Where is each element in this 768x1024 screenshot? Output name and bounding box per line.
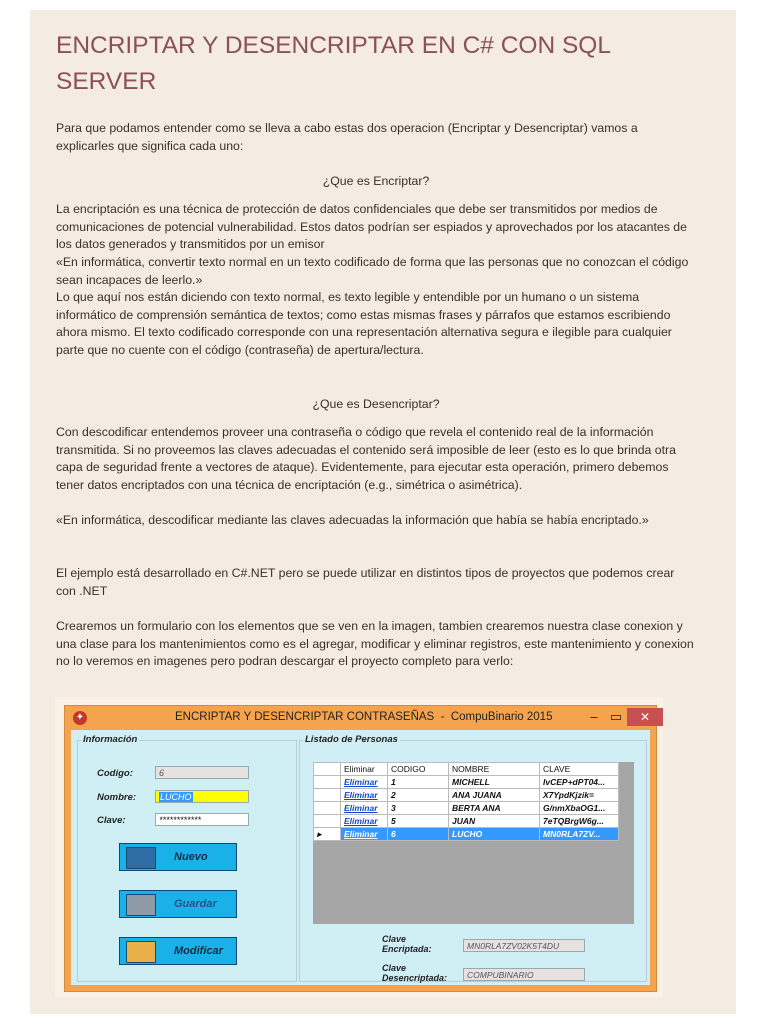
personas-grid[interactable] bbox=[313, 762, 634, 924]
nuevo-button[interactable] bbox=[119, 843, 237, 871]
nombre-cell: ANA JUANA bbox=[449, 789, 540, 802]
clave-encriptada-field[interactable]: MN0RLA7ZV02K5T4DU bbox=[463, 939, 585, 952]
codigo-cell: 3 bbox=[388, 802, 449, 815]
app-client-area bbox=[71, 730, 650, 985]
nuevo-button-label: Nuevo bbox=[174, 851, 208, 863]
list-group-label: Listado de Personas bbox=[305, 734, 398, 745]
table-row[interactable] bbox=[314, 776, 619, 789]
clave-cell: X7YpdKjzik= bbox=[540, 789, 619, 802]
encriptar-paragraph-3: Lo que aquí nos están diciendo con texto normal, es texto legible y entendible por un humano o un sistema informático de comprensión semántica de textos; como estas mismas frases y párrafos que estamos escribiendo ahora mismo. El texto codificado corresponde con una representación alternativa segura e ilegible para cualquier parte que no cuente con el código (contraseña) de apertura/lectura. bbox=[56, 290, 672, 357]
guardar-button-label: Guardar bbox=[174, 898, 217, 910]
clave-field[interactable]: ************ bbox=[155, 813, 249, 826]
clave-cell: G/nmXbaOG1... bbox=[540, 802, 619, 815]
eliminar-cell bbox=[341, 828, 388, 841]
eliminar-link[interactable]: Eliminar bbox=[344, 816, 378, 826]
row-header-cell bbox=[314, 815, 341, 828]
clave-encriptada-label bbox=[382, 934, 432, 954]
eliminar-link[interactable]: Eliminar bbox=[344, 777, 378, 787]
maximize-button[interactable]: ▭ bbox=[609, 709, 623, 724]
column-header-codigo[interactable]: CODIGO bbox=[388, 763, 449, 776]
personas-table bbox=[313, 762, 619, 841]
codigo-cell: 5 bbox=[388, 815, 449, 828]
table-row[interactable] bbox=[314, 815, 619, 828]
clave-desencriptada-label-line1: Clave bbox=[382, 963, 407, 973]
eliminar-cell bbox=[341, 815, 388, 828]
formulario-paragraph: Crearemos un formulario con los elementos que se ven en la imagen, tambien crearemos nuestra clase conexion y una clase para los mantenimientos como es el agregar, modificar y eliminar registros, este mantenimiento y conexion no lo veremos en imagenes pero podran descargar el proyecto completo para verlo: bbox=[56, 619, 694, 669]
nombre-field[interactable] bbox=[155, 790, 249, 803]
clave-encriptada-label-line2: Encriptada: bbox=[382, 944, 432, 954]
eliminar-cell bbox=[341, 776, 388, 789]
eliminar-cell bbox=[341, 802, 388, 815]
codigo-cell: 6 bbox=[388, 828, 449, 841]
intro-paragraph: Para que podamos entender como se lleva a cabo estas dos operacion (Encriptar y Desencriptar) vamos a explicarles que significa cada uno: bbox=[56, 121, 638, 153]
encriptar-paragraph-1: La encriptación es una técnica de protección de datos confidenciales que debe ser transmitidos por medios de comunicaciones de potencial vulnerabilidad. Estos datos podrían ser espiados y aprovechados por los atacantes de los datos generados y transmitidos por un emisor bbox=[56, 202, 687, 252]
codigo-cell: 1 bbox=[388, 776, 449, 789]
eliminar-cell bbox=[341, 789, 388, 802]
eliminar-link[interactable]: Eliminar bbox=[344, 803, 378, 813]
column-header-nombre[interactable]: NOMBRE bbox=[449, 763, 540, 776]
table-row[interactable] bbox=[314, 789, 619, 802]
nombre-cell: MICHELL bbox=[449, 776, 540, 789]
user-edit-icon bbox=[126, 941, 156, 963]
nombre-cell: LUCHO bbox=[449, 828, 540, 841]
app-window-title: ENCRIPTAR Y DESENCRIPTAR CONTRASEÑAS - CompuBinario 2015 bbox=[175, 711, 553, 723]
table-row[interactable] bbox=[314, 802, 619, 815]
user-save-icon bbox=[126, 894, 156, 916]
app-titlebar bbox=[65, 706, 656, 730]
clave-cell: 7eTQBrgW6g... bbox=[540, 815, 619, 828]
codigo-cell: 2 bbox=[388, 789, 449, 802]
guardar-button[interactable] bbox=[119, 890, 237, 918]
user-icon bbox=[126, 847, 156, 869]
encriptar-paragraph-2: «En informática, convertir texto normal en un texto codificado de forma que las personas que no conozcan el código sean incapaces de leerlo.» bbox=[56, 255, 689, 287]
row-header-cell bbox=[314, 789, 341, 802]
clave-cell: MN0RLA7ZV... bbox=[540, 828, 619, 841]
grid-header-row bbox=[314, 763, 619, 776]
clave-desencriptada-label bbox=[382, 963, 447, 983]
clave-encriptada-label-line1: Clave bbox=[382, 934, 407, 944]
heading-encriptar: ¿Que es Encriptar? bbox=[322, 174, 430, 188]
close-button[interactable]: ✕ bbox=[627, 708, 663, 726]
current-row-marker-icon: ▸ bbox=[314, 828, 341, 841]
column-header-eliminar[interactable]: Eliminar bbox=[341, 763, 388, 776]
clave-label: Clave: bbox=[97, 815, 126, 826]
codigo-field[interactable]: 6 bbox=[155, 766, 249, 779]
row-header-cell bbox=[314, 776, 341, 789]
clave-desencriptada-field[interactable]: COMPUBINARIO bbox=[463, 968, 585, 981]
article-title: ENCRIPTAR Y DESENCRIPTAR EN C# CON SQL SERVER bbox=[56, 32, 611, 95]
app-screenshot bbox=[55, 697, 663, 997]
info-group-label: Información bbox=[83, 734, 138, 745]
ejemplo-paragraph: El ejemplo está desarrollado en C#.NET pero se puede utilizar en distintos tipos de proyectos que podemos crear con .NET bbox=[56, 566, 675, 598]
desencriptar-paragraph-1: Con descodificar entendemos proveer una contraseña o código que revela el contenido real de la información transmitida. Si no proveemos las claves adecuadas el contenido será imposible de leer (esto es lo que brinda otra capa de seguridad frente a vectores de ataque). Evidentemente, para ejecutar esta operación, primero debemos tener datos encriptados con una técnica de encriptación (e.g., simétrica o asimétrica). bbox=[56, 425, 676, 492]
modificar-button-label: Modificar bbox=[174, 945, 223, 957]
clave-cell: IvCEP+dPT04... bbox=[540, 776, 619, 789]
row-header-cell bbox=[314, 763, 341, 776]
clave-desencriptada-label-line2: Desencriptada: bbox=[382, 973, 448, 983]
minimize-button[interactable]: – bbox=[590, 709, 598, 724]
column-header-clave[interactable]: CLAVE bbox=[540, 763, 619, 776]
nombre-cell: JUAN bbox=[449, 815, 540, 828]
heading-desencriptar: ¿Que es Desencriptar? bbox=[312, 397, 440, 411]
codigo-label: Codigo: bbox=[97, 768, 133, 779]
modificar-button[interactable] bbox=[119, 937, 237, 965]
table-row-selected[interactable] bbox=[314, 828, 619, 841]
app-window bbox=[64, 705, 657, 992]
eliminar-link[interactable]: Eliminar bbox=[344, 829, 378, 839]
row-header-cell bbox=[314, 802, 341, 815]
app-icon: ✦ bbox=[73, 711, 87, 725]
desencriptar-paragraph-2: «En informática, descodificar mediante las claves adecuadas la información que había se había encriptado.» bbox=[56, 513, 649, 527]
nombre-selected-text: LUCHO bbox=[160, 792, 192, 802]
nombre-label: Nombre: bbox=[97, 792, 137, 803]
nombre-cell: BERTA ANA bbox=[449, 802, 540, 815]
eliminar-link[interactable]: Eliminar bbox=[344, 790, 378, 800]
